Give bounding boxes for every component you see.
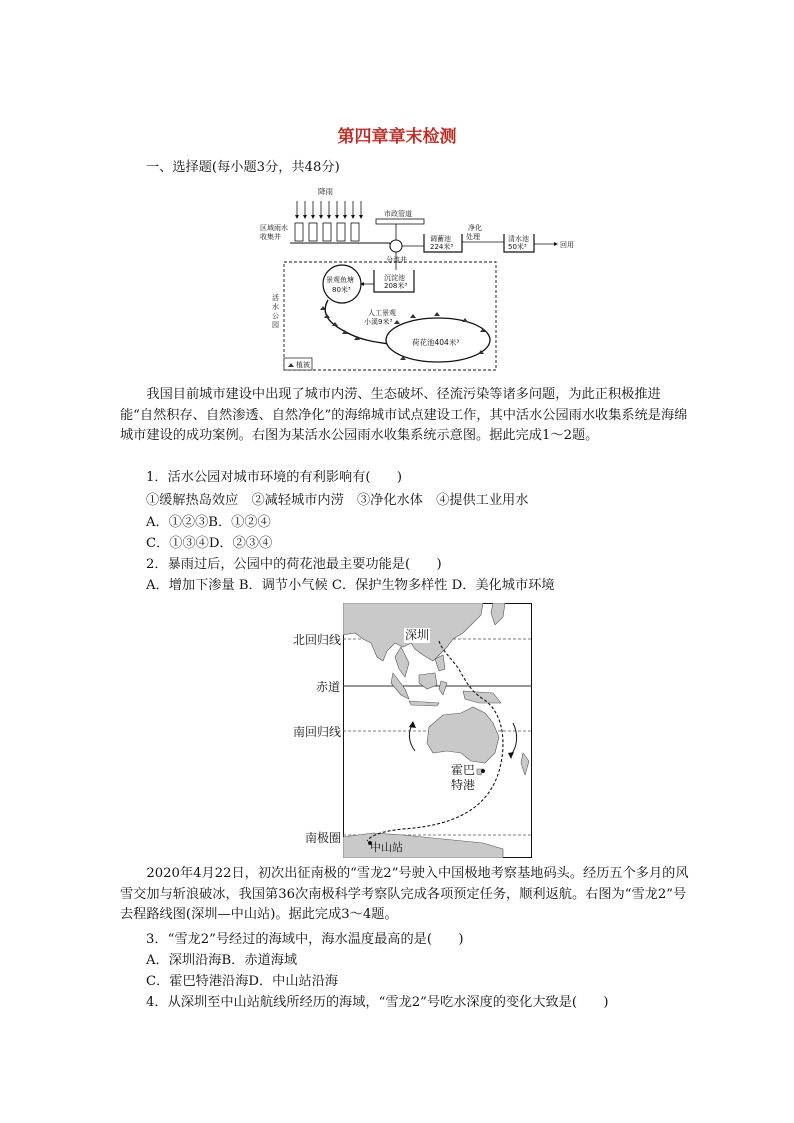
question-3-options-cd: C．霍巴特港沿海D．中山站沿海: [146, 974, 339, 989]
rainwater-system-diagram: [250, 182, 580, 374]
well-label: 区域雨水收集井: [260, 224, 288, 241]
purify-label: 净化处理: [466, 224, 482, 241]
clear-volume: 50米³: [508, 243, 527, 251]
rain-label: 降雨: [318, 187, 333, 196]
lotus-label: 荷花池404米³: [412, 338, 460, 347]
storage-volume: 224米³: [430, 243, 454, 251]
question-1-stem: 1．活水公园对城市环境的有利影响有( ): [146, 470, 403, 485]
question-2-stem: 2．暴雨过后，公园中的荷花池最主要功能是( ): [146, 557, 442, 572]
question-3-options-ab: A．深圳沿海B．赤道海域: [146, 953, 298, 968]
splitter-label: 分流井: [386, 256, 407, 264]
fishpond-volume: 80米³: [332, 286, 351, 294]
storage-label: 调蓄池: [430, 235, 451, 243]
question-4-stem: 4．从深圳至中山站航线所经历的海域，“雪龙2”号吃水深度的变化大致是( ): [146, 995, 609, 1010]
legend-label: 植被: [296, 361, 310, 369]
question-1-options-cd: C．①③④D．②③④: [146, 536, 273, 551]
pipe-label: 市政管道: [384, 210, 412, 218]
stream-label: 人工景观小溪9米³: [364, 309, 396, 326]
paragraph-intro-2: 2020年4月22日，初次出征南极的“雪龙2”号驶入中国极地考察基地码头。经历五个多月的风雪交加与斩浪破冰，我国第36次南极科学考察队完成各项预定任务，顺利返航。右图为“雪龙2”号去程路线图(深圳—中山站)。据此完成3～4题。: [120, 866, 689, 922]
question-1-options-ab: A．①②③B．①②④: [146, 515, 271, 530]
question-3-stem: 3．“雪龙2”号经过的海域中，海水温度最高的是( ): [146, 932, 464, 947]
hobart-label: 霍巴特港: [451, 763, 476, 792]
reuse-label: 回用: [560, 241, 574, 249]
section-heading: 一、选择题(每小题3分，共48分): [146, 160, 340, 175]
clear-label: 清水池: [508, 235, 529, 243]
fishpond-label: 景观鱼塘: [326, 276, 354, 284]
question-1-items: ①缓解热岛效应 ②减轻城市内涝 ③净化水体 ④提供工业用水: [146, 493, 529, 508]
tropic-north-label: 北回归线: [293, 633, 342, 647]
antarctic-circle-label: 南极圈: [305, 831, 342, 845]
page-title: 第四章章末检测: [337, 127, 457, 147]
route-map: [343, 603, 532, 858]
zhongshan-label: 中山站: [370, 841, 403, 854]
paragraph-intro-1: 我国目前城市建设中出现了城市内涝、生态破坏、径流污染等诸多问题，为此正积极推进能“自然积存、自然渗透、自然净化”的海绵城市试点建设工作，其中活水公园雨水收集系统是海绵城市建设的成功案例。右图为某活水公园雨水收集系统示意图。据此完成1～2题。: [120, 387, 688, 443]
settle-volume: 208米³: [384, 282, 408, 290]
question-2-options: A．增加下渗量 B．调节小气候 C．保护生物多样性 D．美化城市环境: [146, 578, 555, 593]
shenzhen-label: 深圳: [405, 628, 430, 642]
park-label: 活水公园: [272, 294, 279, 329]
settle-label: 沉淀池: [384, 274, 405, 282]
equator-label: 赤道: [316, 680, 341, 694]
tropic-south-label: 南回归线: [293, 725, 342, 739]
